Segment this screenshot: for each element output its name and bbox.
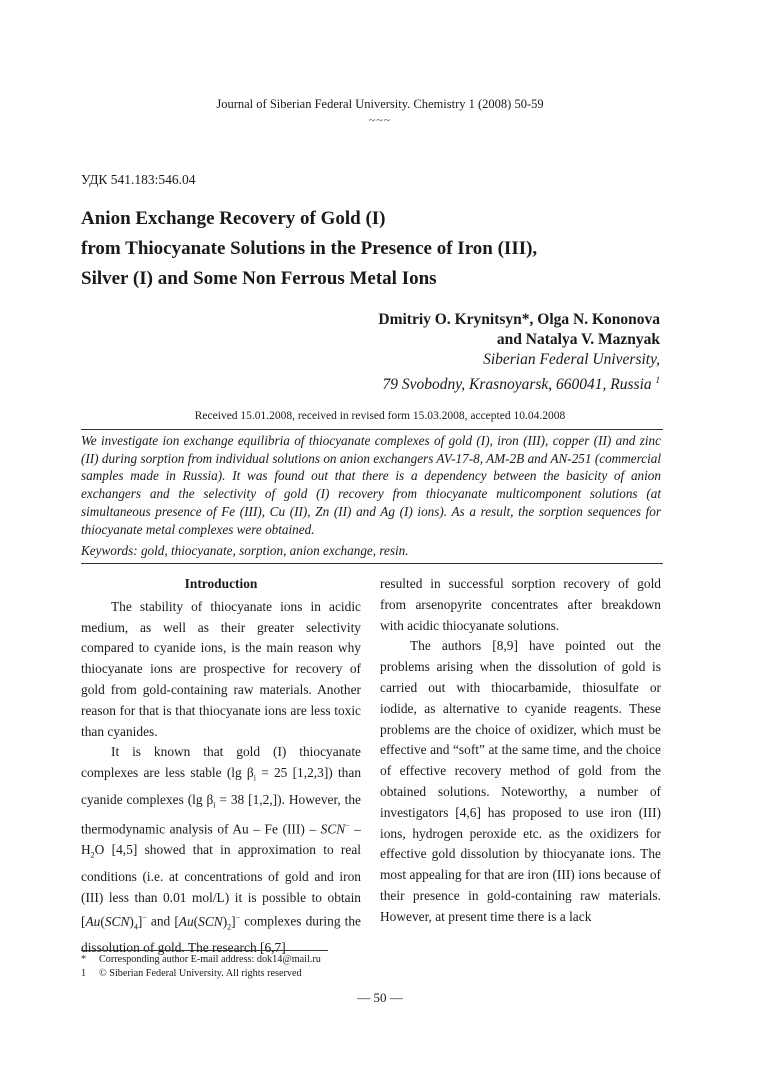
- paragraph-intro-2: [81, 742, 361, 959]
- affiliation: Siberian Federal University,: [483, 351, 660, 368]
- address-text: 79 Svobodny, Krasnoyarsk, 660041, Russia: [382, 376, 656, 394]
- article-title: [81, 204, 537, 294]
- superscript: −: [345, 821, 350, 831]
- footnote-text: Corresponding author E-mail address: dok14@mail.ru: [99, 954, 321, 965]
- subscript: i: [213, 800, 216, 810]
- page-number: — 50 —: [357, 990, 403, 1005]
- left-column: [81, 574, 361, 959]
- keywords: Keywords: gold, thiocyanate, sorption, anion exchange, resin.: [81, 543, 409, 558]
- journal-header: Journal of Siberian Federal University. Chemistry 1 (2008) 50-59: [216, 97, 544, 111]
- authors-line-2: and Natalya V. Maznyak: [496, 331, 660, 348]
- footnote-rule: [81, 950, 328, 951]
- text-run: complexes during the dissolution of gold. The research [6,7]: [81, 913, 361, 956]
- paragraph-right-2: The authors [8,9] have pointed out the problems arising when the dissolution of gold is carried out with thiocarbamide, thiosulfate or iodide, as alternative to cyanide reagents. These problems are the choice of oxidizer, which must be effective and “soft” at the same time, and the choice of effective recovery method of gold from the obtained solutions. Noteworthy, a number of investigators [4,6] has proposed to use iron (III) ions, hydrogen peroxide etc. as the oxidizers for effective gold dissolution by thiocyanate ions. The most appealing for that are iron (III) ions because of their presence in gold-containing raw materials. However, at present time there is a lack: [380, 638, 661, 924]
- text-run: It is known that gold (I) thiocyanate complexes are less stable (lg β: [81, 744, 361, 781]
- section-heading-introduction: Introduction: [184, 576, 258, 591]
- paragraph-right-1: resulted in successful sorption recovery of gold from arsenopyrite concentrates after breakdown with acidic thiocyanate solutions.: [380, 576, 661, 633]
- abstract-bottom-rule: [81, 563, 663, 564]
- formula-symbol: SCN: [104, 913, 130, 929]
- right-column: [380, 574, 661, 928]
- title-line-1: Anion Exchange Recovery of Gold (I): [81, 208, 386, 229]
- subscript: 4: [133, 922, 138, 932]
- superscript: −: [142, 913, 147, 923]
- udk-code: УДК 541.183:546.04: [81, 172, 196, 187]
- footnote-text: © Siberian Federal University. All rights reserved: [99, 968, 302, 979]
- footnote-mark: *: [81, 954, 87, 965]
- text-run: – H: [81, 821, 361, 858]
- text-run: O [4,5] showed that in approximation to real conditions (i.e. at concentrations of gold and iron (III) less than 0.01 mol/L) it is possible to obtain: [81, 842, 361, 905]
- title-line-2: from Thiocyanate Solutions in the Presence of Iron (III),: [81, 238, 538, 259]
- address-footnote-mark: 1: [655, 375, 660, 385]
- text-run: = 25 [1,2,3]) than cyanide complexes (lg β: [81, 765, 362, 807]
- author-block: [378, 310, 660, 395]
- paragraph-intro-1: The stability of thiocyanate ions in acidic medium, as well as their greater selectivity compared to cyanide ions, is the main reason why thiocyanate ions are prospective for recovery of gold from gold-containing raw materials. Another reason for that is that thiocyanate ions are less toxic than cyanides.: [81, 598, 361, 739]
- footnotes: [81, 953, 321, 981]
- text-run: = 38 [1,2,]). However, the thermodynamic analysis of Au – Fe (III) –: [81, 791, 361, 837]
- subscript: 2: [90, 851, 95, 861]
- formula-symbol: SCN: [198, 913, 223, 929]
- formula-scn: SCN: [320, 821, 346, 837]
- authors-line-1: Dmitriy O. Krynitsyn*, Olga N. Kononova: [378, 311, 660, 328]
- received-dates: Received 15.01.2008, received in revised form 15.03.2008, accepted 10.04.2008: [194, 410, 566, 422]
- subscript: 2: [227, 922, 232, 932]
- formula-symbol: Au: [85, 913, 101, 929]
- subscript: i: [253, 773, 256, 783]
- abstract: We investigate ion exchange equilibria of thiocyanate complexes of gold (I), iron (III), copper (II) and zinc (II) during sorption from individual solutions on anion exchangers AV-17-8, AM-2B and AN-251 (commercial samples made in Russia). It was found out that there is a dependency between the basicity of anion exchangers and the selectivity of gold (I) recovery from thiocyanate multicomponent solutions (at simultaneous presence of Fe (III), Cu (II), Zn (II) and Ag (I) ions). As a result, the sorption sequences for thiocyanate metal complexes were obtained.: [81, 433, 661, 537]
- title-line-3: Silver (I) and Some Non Ferrous Metal Ions: [81, 268, 437, 289]
- text-run: and: [146, 913, 175, 929]
- formula-symbol: Au: [178, 913, 194, 929]
- address: [378, 370, 660, 395]
- header-separator: ~~~: [368, 113, 392, 127]
- abstract-top-rule: [81, 429, 663, 430]
- superscript: −: [235, 913, 241, 923]
- formula-au-scn-4: $[Au(SCN)_4]^-$: [81, 913, 147, 932]
- footnote-copyright: [81, 967, 321, 981]
- formula-au-scn-2: $[Au(SCN)_2]^-$: [174, 913, 241, 932]
- footnote-corresponding: [81, 953, 321, 967]
- footnote-mark: 1: [81, 968, 87, 979]
